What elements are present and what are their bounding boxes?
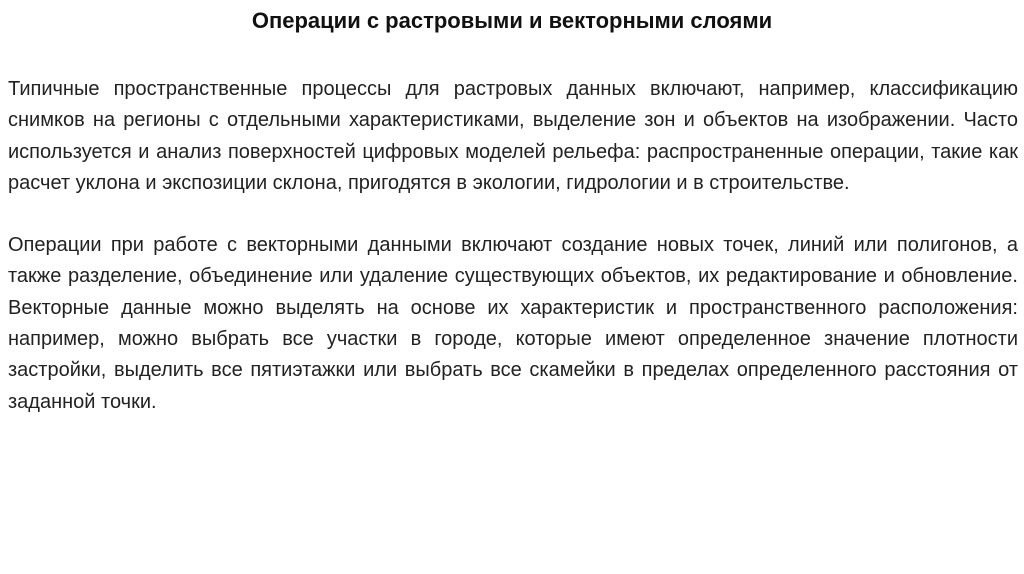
paragraph-raster: Типичные пространственные процессы для растровых данных включают, например, классификацию снимков на регионы с отдельными характеристиками, выделение зон и объектов на изображении. Часто используется и анализ поверхностей цифровых моделей рельефа: распространенные операции, такие как расчет уклона и экспозиции склона, пригодятся в экологии, гидрологии и в строительстве. [8,78,1018,194]
slide-body [8,74,1018,418]
slide-title: Операции с растровыми и векторными слоями [251,8,773,33]
paragraph-vector: Операции при работе с векторными данными включают создание новых точек, линий или полигонов, а также разделение, объединение или удаление существующих объектов, их редактирование и обновление. Векторные данные можно выделять на основе их характеристик и пространственного расположения: например, можно выбрать все участки в городе, которые имеют определенное значение плотности застройки, выделить все пятиэтажки или выбрать все скамейки в пределах определенного расстояния от заданной точки. [8,234,1018,413]
